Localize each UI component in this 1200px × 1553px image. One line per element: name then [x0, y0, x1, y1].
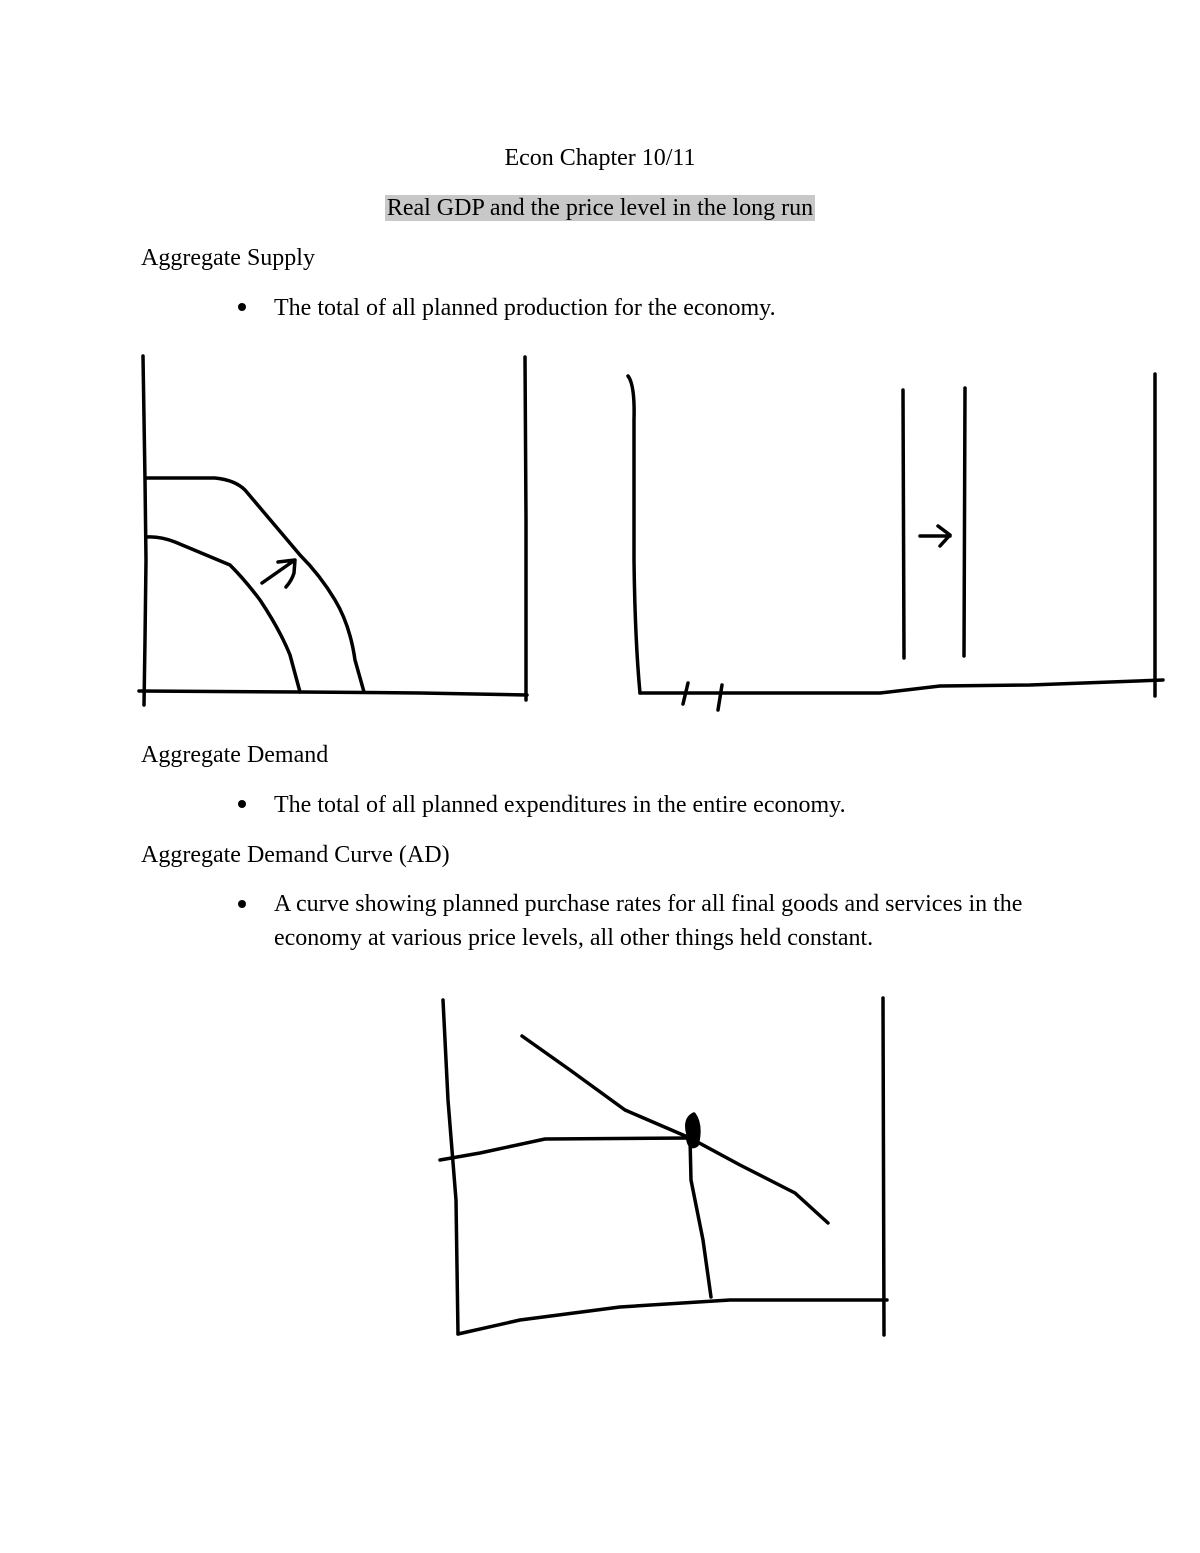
- section-heading-aggregate-demand-curve: Aggregate Demand Curve (AD): [141, 842, 450, 868]
- sketch-price-level-line: [440, 1138, 690, 1160]
- sketch-lras-shifted-line: [964, 388, 965, 656]
- bullet-text-aggregate-demand-curve: A curve showing planned purchase rates for all final goods and services in the economy at various price levels, all other things held constant.: [274, 891, 1023, 951]
- sketch-shift-arrow-icon: [262, 560, 295, 587]
- document-title: Econ Chapter 10/11: [504, 145, 696, 171]
- bullet-text-aggregate-supply: The total of all planned production for the economy.: [274, 295, 776, 321]
- production-possibilities-curve-shift-sketch: [139, 356, 527, 705]
- sketch-border-right: [525, 357, 526, 700]
- sketch-ppf-inner-curve: [146, 537, 300, 692]
- sketch-axis-bottom: [640, 680, 1163, 693]
- sketch-axis-left: [628, 376, 640, 693]
- sketch-axis-left: [143, 356, 146, 705]
- sketch-axis-bottom: [139, 691, 527, 695]
- sketch-axis-left: [443, 1000, 458, 1334]
- bullet-text-aggregate-demand: The total of all planned expenditures in the entire economy.: [274, 792, 846, 818]
- document-subtitle: Real GDP and the price level in the long run: [386, 195, 814, 221]
- sketch-equilibrium-point-icon: [687, 1114, 699, 1147]
- sketch-axis-bottom: [458, 1300, 887, 1334]
- sketch-lras-initial-line: [903, 390, 904, 658]
- long-run-aggregate-supply-shift-sketch: [628, 374, 1163, 710]
- section-heading-aggregate-demand: Aggregate Demand: [141, 742, 329, 768]
- section-heading-aggregate-supply: Aggregate Supply: [141, 245, 315, 271]
- sketch-ppf-outer-curve: [146, 478, 364, 692]
- aggregate-demand-curve-sketch: [440, 998, 887, 1335]
- sketch-shift-arrow-icon: [920, 526, 950, 546]
- sketch-ad-curve: [522, 1036, 828, 1223]
- sketch-axis-break: [683, 683, 722, 710]
- sketch-border-right: [883, 998, 884, 1335]
- sketch-output-line: [690, 1138, 711, 1297]
